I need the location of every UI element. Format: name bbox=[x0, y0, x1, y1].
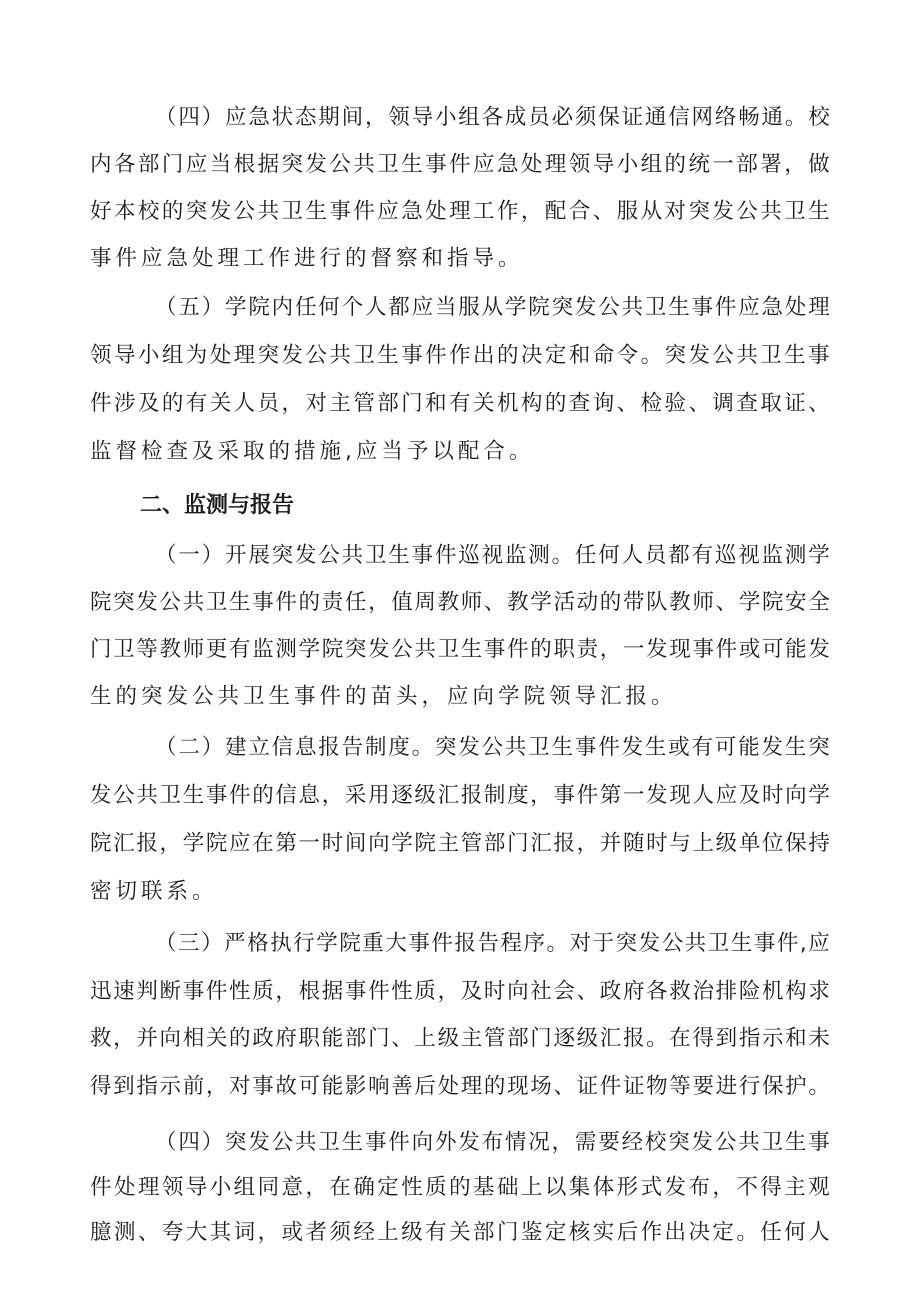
paragraph-line: 监督检查及采取的措施,应当予以配合。 bbox=[90, 439, 535, 464]
paragraph-line: （ 五 ） 学 院 内 任 何 个 人 都 应 当 服 从 学 院 突 发 公 共 卫 生 事 件 应 急 处 理 bbox=[155, 295, 830, 320]
paragraph-line: 事件应急处理工作进行的督察和指导。 bbox=[90, 246, 524, 271]
paragraph-line: 内 各 部 门 应 当 根 据 突 发 公 共 卫 生 事 件 应 急 处 理 领 导 小 组 的 统 一 部 署 ， 做 bbox=[90, 152, 830, 177]
paragraph-line: 得 到 指 示 前 ， 对 事 故 可 能 影 响 善 后 处 理 的 现 场 、 证 件 证 物 等 要 进 行 保 护 。 bbox=[90, 1074, 830, 1099]
paragraph-line: （ 四 ） 应 急 状 态 期 间 ， 领 导 小 组 各 成 员 必 须 保 证 通 信 网 络 畅 通 。 校 bbox=[155, 105, 830, 130]
paragraph-line: 生的突发公共卫生事件的苗头，应向学院领导汇报。 bbox=[90, 684, 677, 709]
paragraph-line: 领 导 小 组 为 处 理 突 发 公 共 卫 生 事 件 作 出 的 决 定 和 命 令 。 突 发 公 共 卫 生 事 bbox=[90, 343, 830, 368]
section-heading: 二、监测与报告 bbox=[140, 493, 295, 518]
paragraph-line: 件 涉 及 的 有 关 人 员 ， 对 主 管 部 门 和 有 关 机 构 的 查 询 、 检 验 、 调 查 取 证 、 bbox=[90, 391, 830, 416]
paragraph-line: 好 本 校 的 突 发 公 共 卫 生 事 件 应 急 处 理 工 作 ， 配 合 、 服 从 对 突 发 公 共 卫 生 bbox=[90, 199, 830, 224]
paragraph-line: （ 四 ） 突 发 公 共 卫 生 事 件 向 外 发 布 情 况 ， 需 要 经 校 突 发 公 共 卫 生 事 bbox=[155, 1130, 830, 1155]
paragraph-line: （ 三 ） 严 格 执 行 学 院 重 大 事 件 报 告 程 序 。 对 于 突 发 公 共 卫 生 事 件 , 应 bbox=[155, 931, 830, 956]
paragraph-line: 院 突 发 公 共 卫 生 事 件 的 责 任 ， 值 周 教 师 、 教 学 活 动 的 带 队 教 师 、 学 院 安 全 bbox=[90, 590, 830, 615]
paragraph-line: （ 二 ） 建 立 信 息 报 告 制 度 。 突 发 公 共 卫 生 事 件 发 生 或 有 可 能 发 生 突 bbox=[155, 735, 830, 760]
paragraph-line: 救 ， 并 向 相 关 的 政 府 职 能 部 门 、 上 级 主 管 部 门 逐 级 汇 报 。 在 得 到 指 示 和 未 bbox=[90, 1026, 830, 1051]
paragraph-line: 院 汇 报 ， 学 院 应 在 第 一 时 间 向 学 院 主 管 部 门 汇 报 ， 并 随 时 与 上 级 单 位 保 持 bbox=[90, 831, 830, 856]
paragraph-line: 件 处 理 领 导 小 组 同 意 ， 在 确 定 性 质 的 基 础 上 以 集 体 形 式 发 布 ， 不 得 主 观 bbox=[90, 1175, 830, 1200]
paragraph-line: 迅 速 判 断 事 件 性 质 ， 根 据 事 件 性 质 ， 及 时 向 社 会 、 政 府 各 救 治 排 险 机 构 求 bbox=[90, 979, 830, 1004]
paragraph-line: 密切联系。 bbox=[90, 879, 218, 904]
paragraph-line: 门 卫 等 教 师 更 有 监 测 学 院 突 发 公 共 卫 生 事 件 的 职 责 ， 一 发 现 事 件 或 可 能 发 bbox=[90, 637, 830, 662]
paragraph-line: 发 公 共 卫 生 事 件 的 信 息 ， 采 用 逐 级 汇 报 制 度 ， 事 件 第 一 发 现 人 应 及 时 向 学 bbox=[90, 783, 830, 808]
paragraph-line: （ 一 ） 开 展 突 发 公 共 卫 生 事 件 巡 视 监 测 。 任 何 人 员 都 有 巡 视 监 测 学 bbox=[155, 543, 830, 568]
paragraph-line: 臆 测 、 夸 大 其 词 ， 或 者 须 经 上 级 有 关 部 门 鉴 定 核 实 后 作 出 决 定 。 任 何 人 bbox=[90, 1220, 830, 1245]
